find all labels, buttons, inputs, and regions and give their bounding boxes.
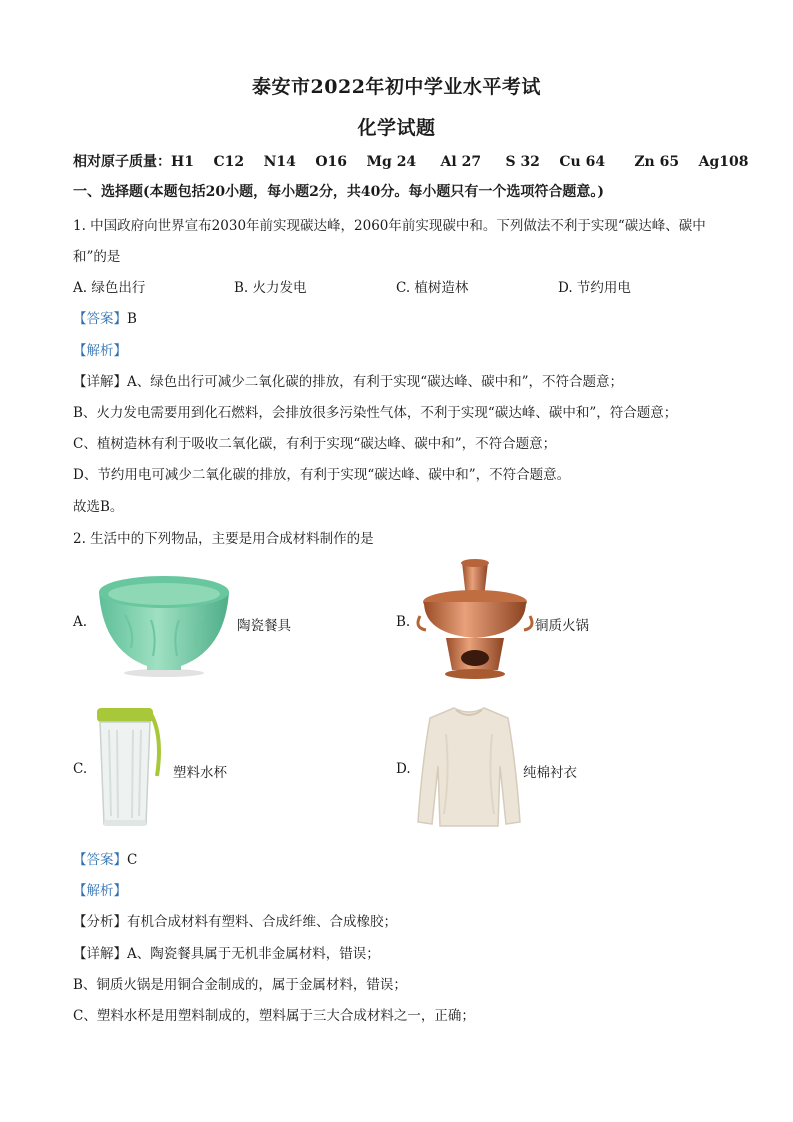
q2-stem: 2. 生活中的下列物品，主要是用合成材料制作的是 (73, 531, 374, 547)
answer-value: C (127, 852, 138, 868)
q2-analysis (73, 910, 397, 930)
q2-detail-a (73, 942, 380, 962)
q1-detail-a (73, 370, 623, 390)
answer-value: B (127, 311, 137, 327)
analysis-text: 有机合成材料有塑料、合成纤维、合成橡胶； (127, 914, 397, 930)
q2-option-a-label: 陶瓷餐具 (237, 618, 291, 634)
q1-stem-line2: 和”的是 (73, 249, 121, 265)
q1-option-d: D. 节约用电 (558, 280, 631, 296)
page-subtitle: 化学试题 (357, 117, 436, 139)
q2-answer-line (73, 848, 137, 868)
answer-tag: 【答案】 (73, 852, 127, 868)
q2-option-d-label: 纯棉衬衣 (523, 765, 577, 781)
q1-analysis-tag: 【解析】 (73, 343, 127, 359)
copper-hotpot-icon (416, 558, 534, 682)
q2-option-a-letter: A. (73, 614, 88, 630)
analysis-tag: 【分析】 (73, 914, 127, 930)
q1-conclusion: 故选B。 (73, 499, 124, 515)
q1-stem-line1: 1. 中国政府向世界宣布2030年前实现碳达峰，2060年前实现碳中和。下列做法不利于实现“碳达峰、碳中 (73, 218, 706, 234)
q2-option-b-label: 铜质火锅 (535, 618, 589, 634)
q1-option-a: A. 绿色出行 (73, 280, 146, 296)
q2-analysis-tag: 【解析】 (73, 883, 127, 899)
q2-detail-c: C、塑料水杯是用塑料制成的，塑料属于三大合成材料之一，正确； (73, 1008, 475, 1024)
q2-option-c-label: 塑料水杯 (173, 765, 227, 781)
q1-detail-b: B、火力发电需要用到化石燃料，会排放很多污染性气体，不利于实现“碳达峰、碳中和”，符合题意； (73, 405, 678, 421)
ceramic-bowl-icon (95, 570, 233, 678)
answer-tag: 【答案】 (73, 311, 127, 327)
plastic-cup-icon (93, 706, 163, 830)
section-heading: 一、选择题(本题包括20小题，每小题2分，共40分。每小题只有一个选项符合题意。) (73, 184, 604, 200)
page-title: 泰安市2022年初中学业水平考试 (252, 76, 541, 98)
q1-option-b: B. 火力发电 (234, 280, 307, 296)
q1-detail-d: D、节约用电可减少二氧化碳的排放，有利于实现“碳达峰、碳中和”，不符合题意。 (73, 467, 571, 483)
detail-text: A、绿色出行可减少二氧化碳的排放，有利于实现“碳达峰、碳中和”，不符合题意； (127, 374, 624, 390)
q2-option-b-letter: B. (396, 614, 411, 630)
q1-option-c: C. 植树造林 (396, 280, 469, 296)
cotton-sweater-icon (416, 704, 522, 828)
q1-answer-line (73, 307, 137, 327)
detail-text: A、陶瓷餐具属于无机非金属材料，错误； (127, 946, 380, 962)
detail-tag: 【详解】 (73, 374, 127, 390)
q2-option-d-letter: D. (396, 761, 411, 777)
detail-tag: 【详解】 (73, 946, 127, 962)
q2-detail-b: B、铜质火锅是用铜合金制成的，属于金属材料，错误； (73, 977, 407, 993)
q1-detail-c: C、植树造林有利于吸收二氧化碳，有利于实现“碳达峰、碳中和”，不符合题意； (73, 436, 557, 452)
atomic-mass-line: 相对原子质量：H1 C12 N14 O16 Mg 24 Al 27 S 32 Cu 64 Zn 65 Ag108 (73, 154, 749, 170)
q2-option-c-letter: C. (73, 761, 88, 777)
